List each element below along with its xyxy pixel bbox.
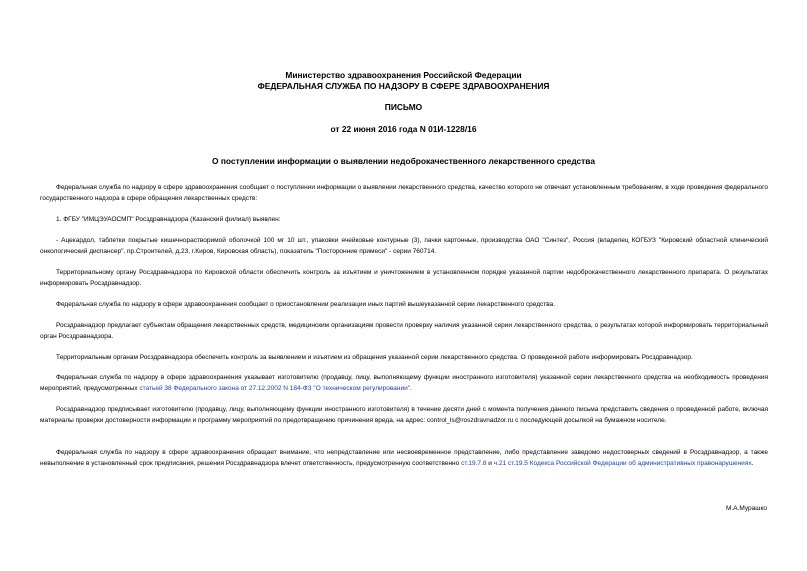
- signature: М.А.Мурашко: [725, 505, 767, 512]
- document-type: ПИСЬМО: [384, 102, 423, 112]
- article-19-7-8-link[interactable]: ст.19.7.8: [461, 460, 487, 467]
- ministry-name: Министерство здравоохранения Российской Федерации: [285, 70, 522, 80]
- koap-link[interactable]: ч.21 ст.19.5 Кодекса Российской Федерации об административных правонарушениях: [493, 460, 752, 467]
- document-title: О поступлении информации о выявлении недоброкачественного лекарственного средства: [212, 156, 595, 166]
- paragraph-territorial-all: Территориальным органам Росздравнадзора обеспечить контроль за выявлением и изъятием из обращения указанной серии лекарственного средства. О проведенной работе информировать Росздравнадзор.: [56, 354, 693, 361]
- paragraph-prescription: Росздравнадзор предписывает изготовителю (продавцу, лицу, выполняющему функции иностранного изготовителя) в течение десяти дней с момента получения данного письма представить сведения о проведенной работе, включая материалы проверки достоверности информации и программу мероприятий по предотвращению причинения вреда, на адрес: control_ls@roszdravnadzor.ru с последующей досылкой на бумажном носителе.: [40, 406, 768, 424]
- paragraph-suspension: Федеральная служба по надзору в сфере здравоохранения сообщает о приостановлении реализации иных партий вышеуказанной серии лекарственного средства.: [56, 301, 556, 308]
- paragraph-lab: 1. ФГБУ "ИМЦЭУАОСМП" Росздравнадзора (Казанский филиал) выявлен:: [56, 216, 281, 223]
- paragraph-intro: Федеральная служба по надзору в сфере здравоохранения сообщает о поступлении информации о выявлении лекарственного средства, качество которого не отвечает установленным требованиям, в ходе проведения федерального государственного надзора в сфере обращения лекарственных средств:: [40, 184, 768, 202]
- paragraph-liability-mid: и: [486, 460, 494, 467]
- paragraph-territorial-kirov: Территориальному органу Росздравнадзора по Кировской области обеспечить контроль за изъятием и уничтожением в установленном порядке указанной партии недоброкачественного лекарственного препарата. О результатах информировать Росздравнадзор.: [40, 269, 768, 287]
- law-184-link[interactable]: статьей 38 Федерального закона от 27.12.2002 N 184-ФЗ "О техническом регулировании": [139, 385, 411, 392]
- paragraph-check: Росздравнадзор предлагает субъектам обращения лекарственных средств, медицинским организациям провести проверку наличия указанной серии лекарственного средства, о результатах которой информировать территориальный орган Росздравнадзора.: [40, 322, 768, 340]
- paragraph-liability: [40, 447, 768, 469]
- paragraph-manufacturer-text: Федеральная служба по надзору в сфере здравоохранения указывает изготовителю (продавцу, лицу, выполняющему функции иностранного изготовителя) указанной серии лекарственного средства на необходимость проведения мероприятий, предусмотренных: [40, 374, 768, 392]
- document-date-number: от 22 июня 2016 года N 01И-1228/16: [330, 124, 477, 134]
- paragraph-drug: - Ацекардол, таблетки покрытые кишечнорастворимой оболочкой 100 мг 10 шт., упаковки ячейковые контурные (3), пачки картонные, производства ОАО "Синтез", Россия (владелец КОГБУЗ "Кировский областной клинический онкологический диспансер", пр.Строителей, д.23, г.Киров, Кировская область), показатель "Посторонние примеси" - серии 760714.: [40, 237, 768, 255]
- paragraph-liability-text: Федеральная служба по надзору в сфере здравоохранения обращает внимание, что непредставление или несвоевременное представление, либо представление заведомо недостоверных сведений в Росздравнадзор, а также невыполнение в установленный срок предписания, решения Росздравнадзора влечет ответственность, предусмотренную соответственно: [40, 449, 768, 467]
- paragraph-liability-end: .: [751, 460, 754, 467]
- paragraph-manufacturer: [40, 372, 768, 394]
- paragraph-manufacturer-end: .: [410, 385, 412, 392]
- service-name: ФЕДЕРАЛЬНАЯ СЛУЖБА ПО НАДЗОРУ В СФЕРЕ ЗДРАВООХРАНЕНИЯ: [257, 81, 550, 91]
